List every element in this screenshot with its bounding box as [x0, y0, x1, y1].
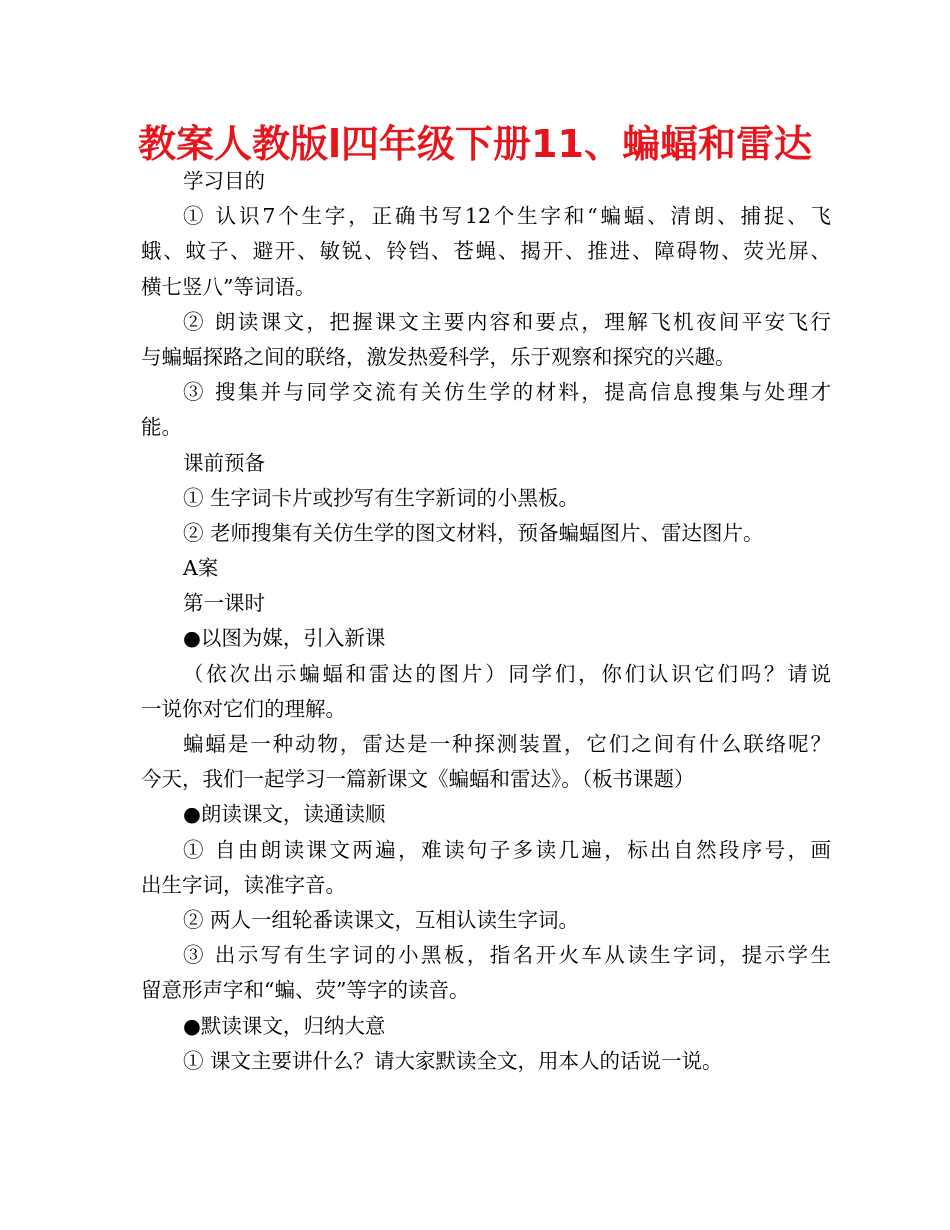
text-line: 一说你对它们的理解。	[141, 696, 346, 721]
text-line: ① 自由朗读课文两遍，难读句子多读几遍，标出自然段序号，画	[183, 837, 831, 862]
text-line: 出生字词，读准字音。	[141, 872, 346, 897]
text-line: ③ 出示写有生字词的小黑板，指名开火车从读生字词，提示学生	[183, 943, 831, 968]
text-line: 蛾、蚊子、避开、敏锐、铃铛、苍蝇、揭开、推进、障碍物、荧光屏、	[141, 239, 831, 264]
text-line: ① 生字词卡片或抄写有生字新词的小黑板。	[183, 485, 580, 510]
text-line: ① 课文主要讲什么？请大家默读全文，用本人的话说一说。	[183, 1048, 723, 1073]
text-line: 课前预备	[183, 450, 265, 475]
text-line: 蝙蝠是一种动物，雷达是一种探测装置，它们之间有什么联络呢？	[183, 732, 831, 756]
text-line: ●以图为媒，引入新课	[183, 626, 386, 651]
text-line: （依次出示蝙蝠和雷达的图片）同学们，你们认识它们吗？请说	[183, 661, 831, 686]
text-line: ●默读课文，归纳大意	[183, 1013, 386, 1038]
text-line: 横七竖八”等词语。	[141, 274, 316, 299]
text-line: A案	[183, 556, 219, 581]
text-line: 今天，我们一起学习一篇新课文《蝙蝠和雷达》。（板书课题）	[141, 767, 695, 792]
text-line: ② 老师搜集有关仿生学的图文材料，预备蝙蝠图片、雷达图片。	[183, 520, 764, 545]
text-line: ③ 搜集并与同学交流有关仿生学的材料，提高信息搜集与处理才	[183, 380, 831, 405]
text-line: ●朗读课文，读通读顺	[183, 802, 386, 827]
text-line: ② 两人一组轮番读课文，互相认读生字词。	[183, 907, 580, 932]
text-line: 与蝙蝠探路之间的联络，激发热爱科学，乐于观察和探究的兴趣。	[141, 344, 736, 369]
document-title: 教案人教版l四年级下册11、蝙蝠和雷达	[138, 122, 812, 166]
text-line: ① 认识7个生字，正确书写12个生字和“蝙蝠、清朗、捕捉、飞	[183, 204, 831, 229]
text-line: 能。	[141, 415, 182, 440]
text-line: 学习目的	[183, 169, 265, 193]
text-line: ② 朗读课文，把握课文主要内容和要点，理解飞机夜间平安飞行	[183, 309, 831, 334]
text-line: 留意形声字和“蝙、荧”等字的读音。	[141, 978, 470, 1003]
document-body	[141, 164, 831, 1079]
text-line: 第一课时	[183, 591, 265, 616]
